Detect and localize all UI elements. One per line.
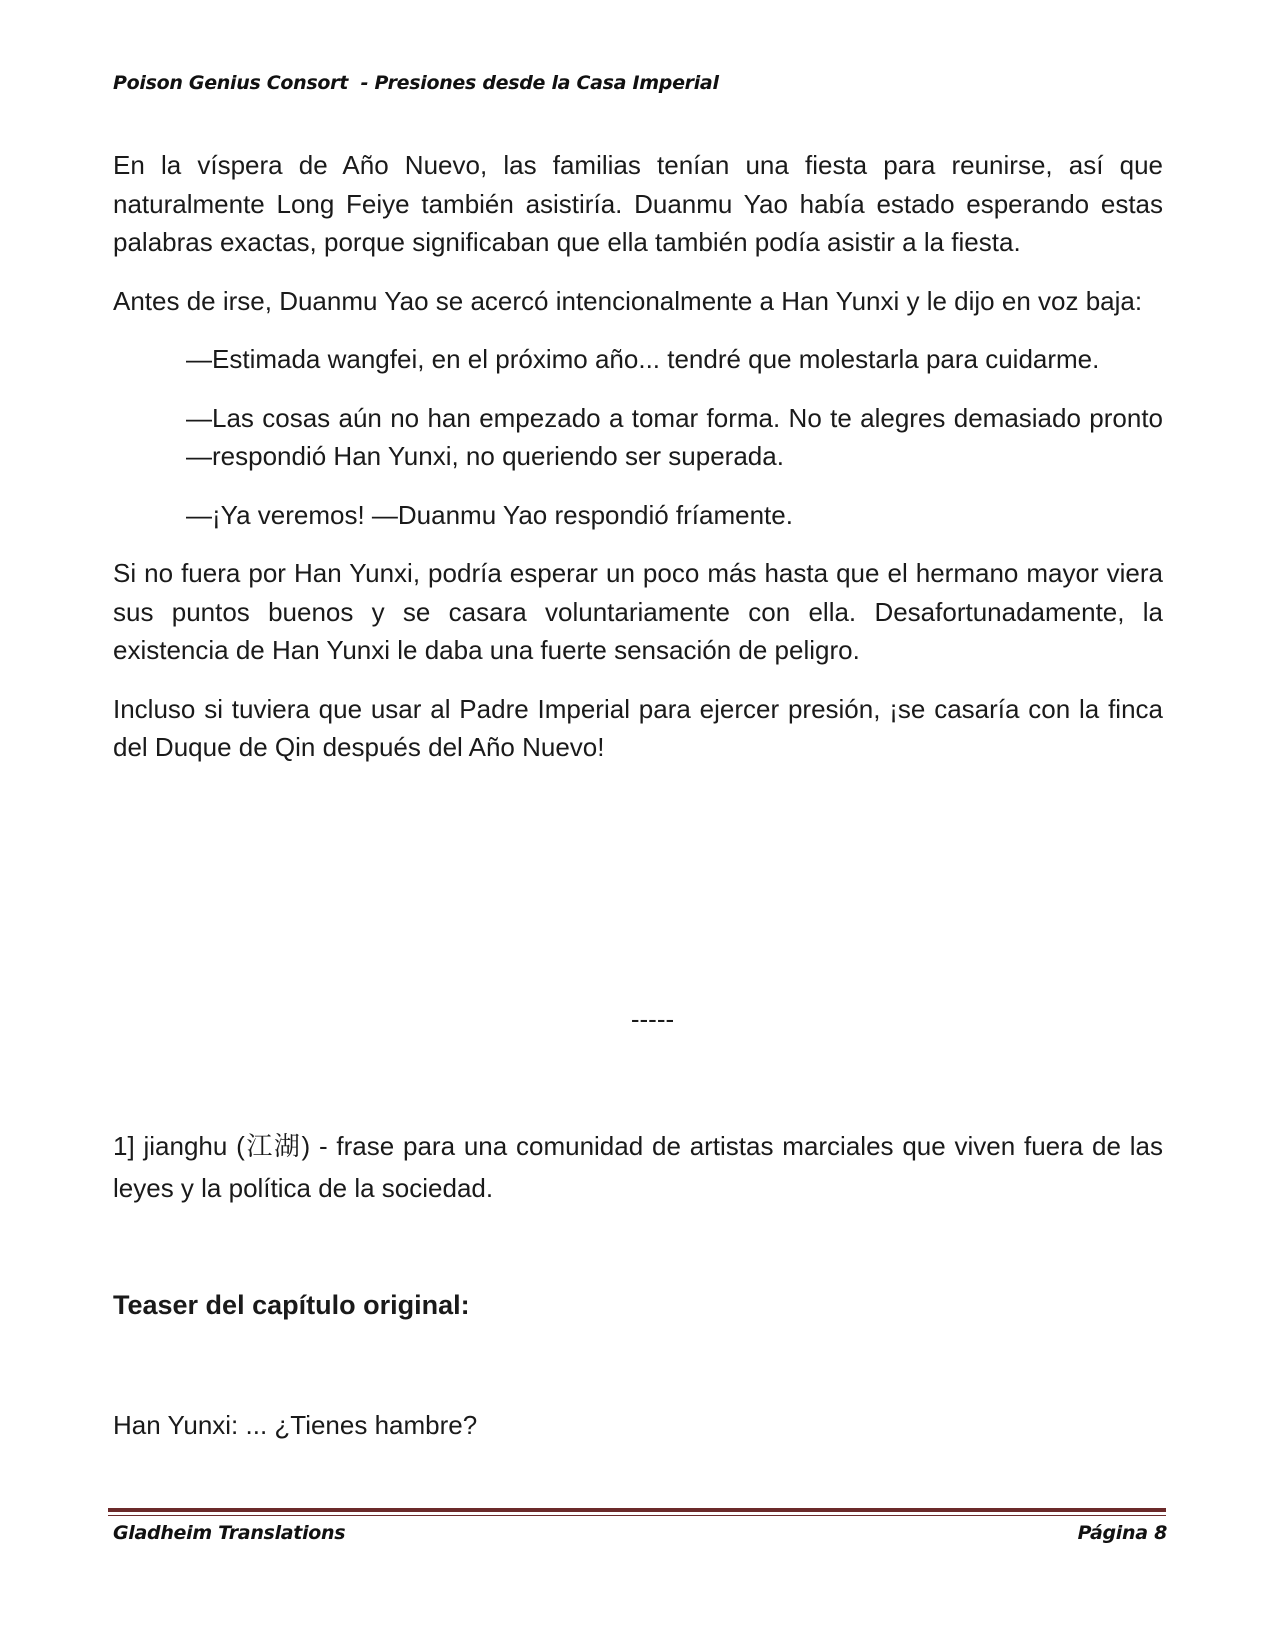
paragraph: Antes de irse, Duanmu Yao se acercó intencionalmente a Han Yunxi y le dijo en voz baja: — [113, 285, 1143, 316]
dialogue-paragraph: —¡Ya veremos! —Duanmu Yao respondió fríamente. — [186, 499, 793, 530]
footnote: 1] jianghu (江湖) - frase para una comunidad de artistas marciales que viven fuera de las leyes y la política de la sociedad. — [113, 1131, 1163, 1203]
footer-publisher: Gladheim Translations — [113, 1522, 346, 1544]
footer-page-number: Página 8 — [1077, 1522, 1167, 1544]
section-separator: ----- — [630, 1004, 675, 1034]
footer-rule — [108, 1508, 1166, 1512]
teaser-line: Han Yunxi: ... ¿Tienes hambre? — [113, 1410, 478, 1440]
paragraph: Si no fuera por Han Yunxi, podría esperar un poco más hasta que el hermano mayor viera sus puntos buenos y se casara voluntariamente con ella. Desafortunadamente, la existencia de Han Yunxi le daba una fuerte sensación de peligro. — [113, 558, 1163, 665]
footer-rule-thin — [108, 1515, 1166, 1516]
paragraph: Incluso si tuviera que usar al Padre Imperial para ejercer presión, ¡se casaría con la finca del Duque de Qin después del Año Nuevo! — [113, 693, 1163, 762]
chapter-body — [113, 146, 1163, 787]
teaser-heading: Teaser del capítulo original: — [113, 1290, 470, 1320]
paragraph: En la víspera de Año Nuevo, las familias tenían una fiesta para reunirse, así que naturalmente Long Feiye también asistiría. Duanmu Yao había estado esperando estas palabras exactas, porque significaban que ella también podía asistir a la fiesta. — [113, 150, 1163, 257]
page-header-title: Poison Genius Consort - Presiones desde la Casa Imperial — [113, 72, 719, 94]
dialogue-paragraph: —Las cosas aún no han empezado a tomar forma. No te alegres demasiado pronto —respondió Han Yunxi, no queriendo ser superada. — [186, 402, 1163, 471]
dialogue-paragraph: —Estimada wangfei, en el próximo año... tendré que molestarla para cuidarme. — [186, 344, 1100, 374]
